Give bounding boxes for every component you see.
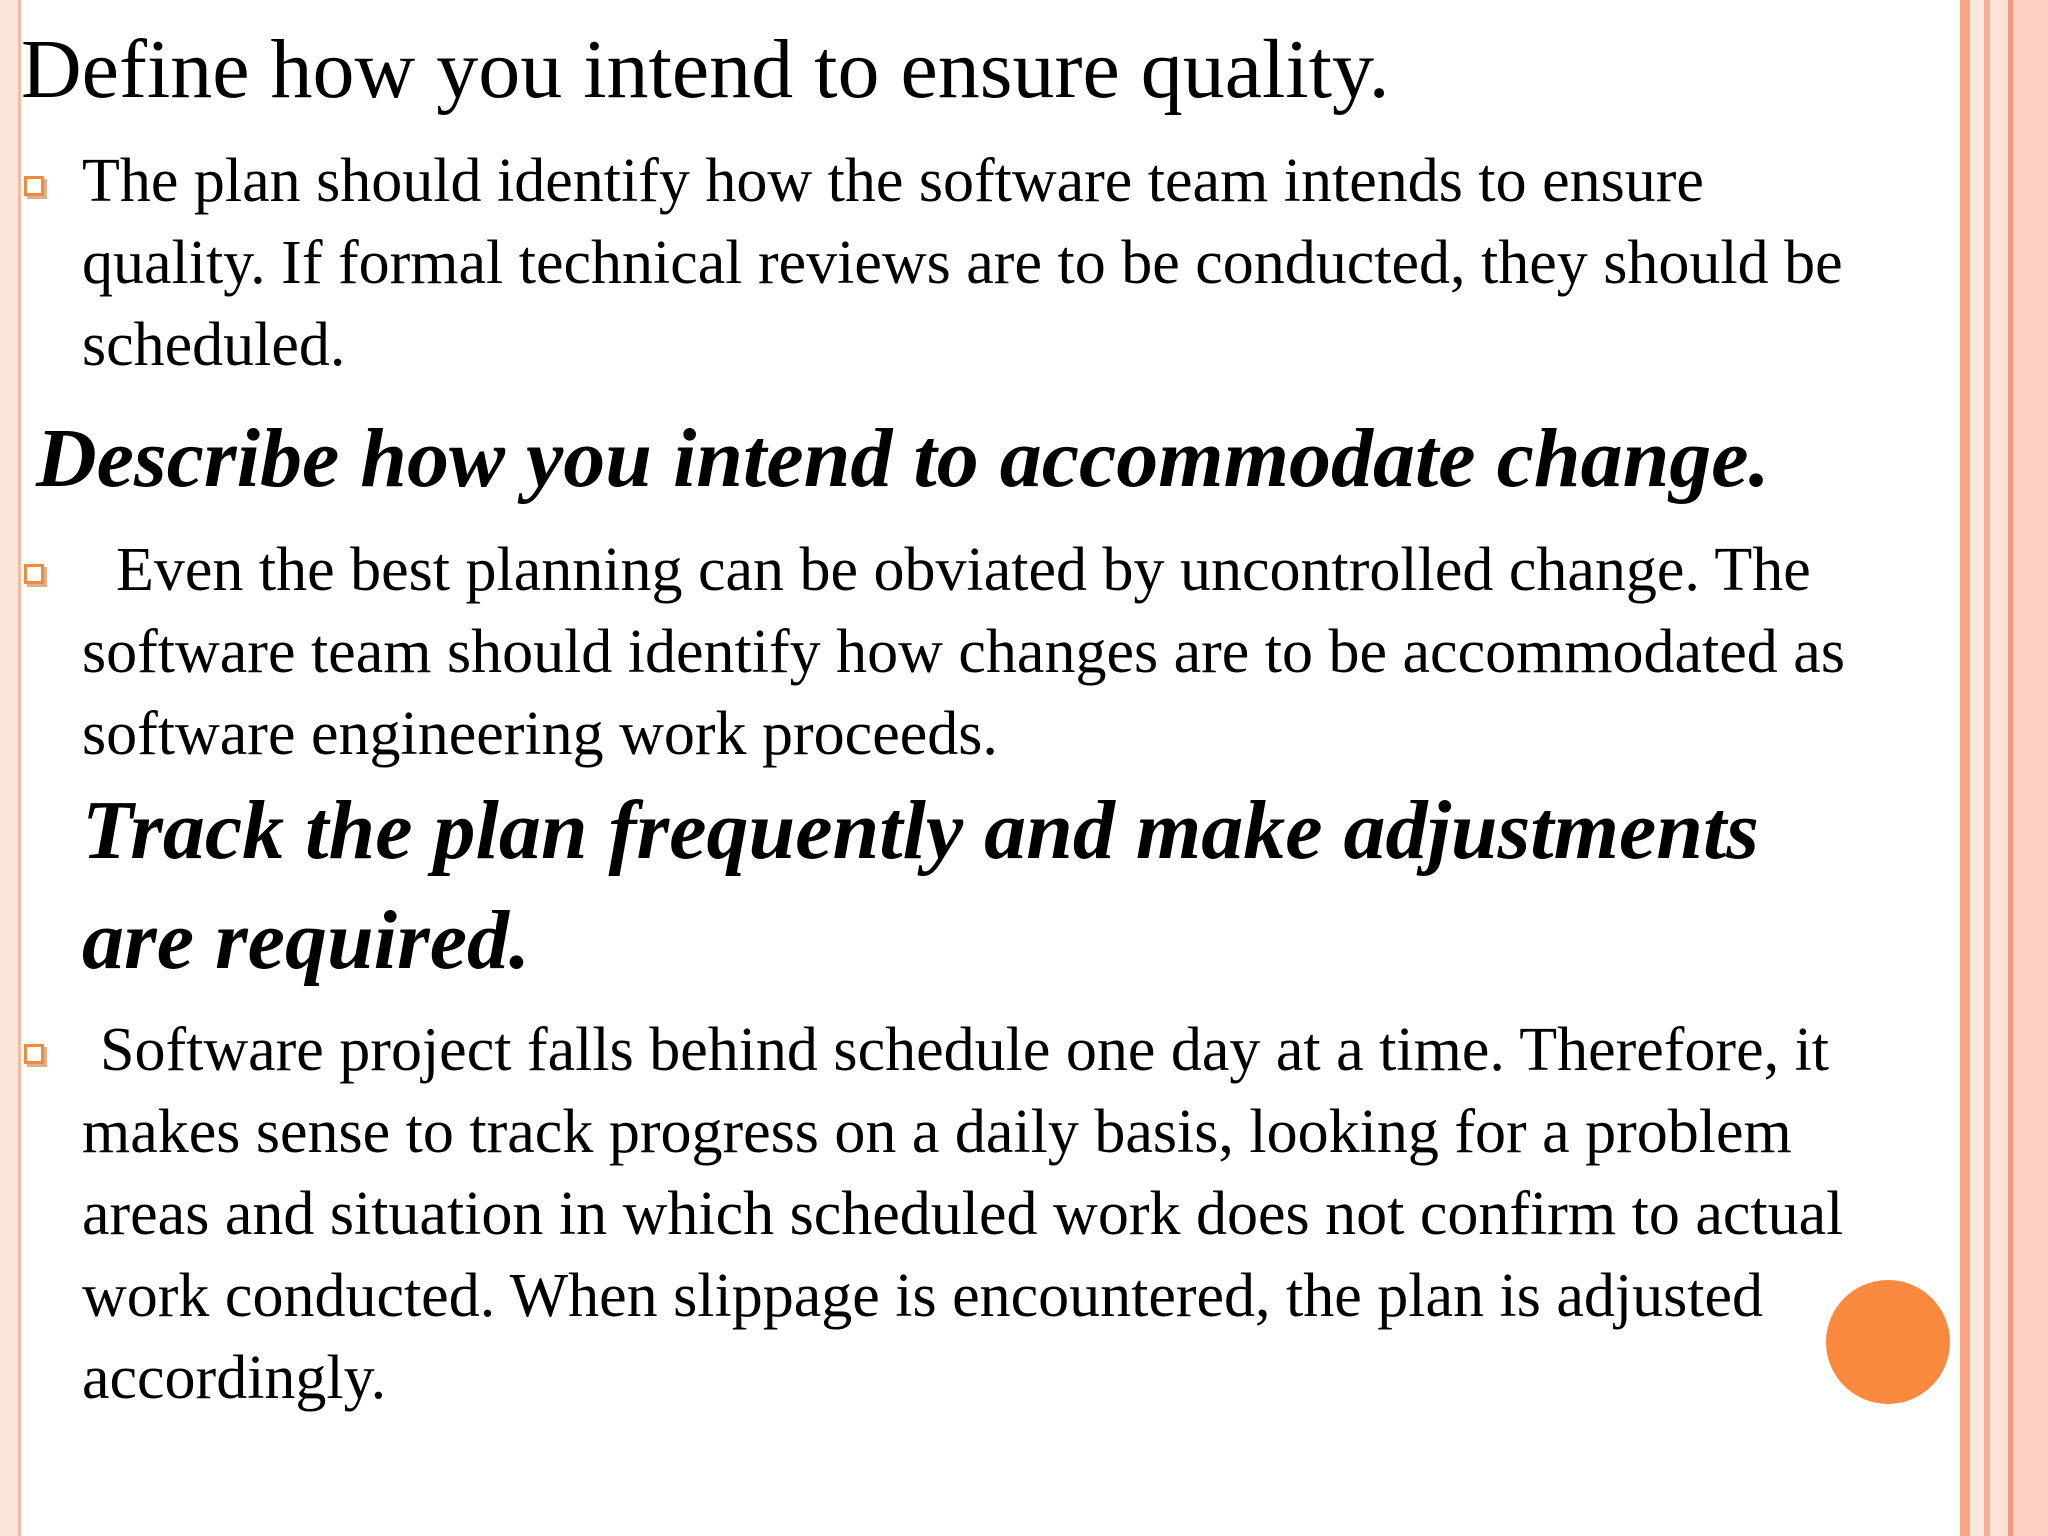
bullet-text-track xyxy=(82,1009,1843,1419)
right-band-stripe xyxy=(2013,0,2048,1536)
bullet-line: scheduled. xyxy=(82,311,346,379)
left-decorative-stripe xyxy=(0,0,21,1536)
bullet-square-icon xyxy=(24,564,44,584)
heading-line: are required. xyxy=(82,894,530,987)
right-band-stripe xyxy=(1960,0,1970,1536)
bullet-square-icon xyxy=(24,1044,44,1064)
bullet-square-icon xyxy=(24,176,44,196)
bullet-line: accordingly. xyxy=(82,1344,387,1412)
right-band-stripe xyxy=(1970,0,1984,1536)
bullet-line: areas and situation in which scheduled work does not confirm to actual xyxy=(82,1180,1844,1248)
section-heading-change: Describe how you intend to accommodate change. xyxy=(36,412,1770,505)
bullet-line: software engineering work proceeds. xyxy=(82,700,998,768)
bullet-line: The plan should identify how the software team intends to ensure xyxy=(82,147,1704,215)
bullet-text-quality xyxy=(82,140,1843,386)
right-band-stripe xyxy=(1990,0,2008,1536)
bullet-text-change xyxy=(82,529,1845,775)
bullet-line: Even the best planning can be obviated by uncontrolled change. The xyxy=(116,536,1811,604)
bullet-line: work conducted. When slippage is encountered, the plan is adjusted xyxy=(82,1262,1763,1330)
bullet-line: quality. If formal technical reviews are to be conducted, they should be xyxy=(82,229,1843,297)
heading-line: Track the plan frequently and make adjustments xyxy=(82,784,1759,877)
orange-circle-decoration xyxy=(1826,1280,1950,1404)
bullet-line: Software project falls behind schedule one day at a time. Therefore, it xyxy=(100,1016,1830,1084)
section-heading-track xyxy=(82,776,1759,996)
right-decorative-band xyxy=(1960,0,2048,1536)
section-heading-quality: Define how you intend to ensure quality. xyxy=(21,23,1390,116)
bullet-line: makes sense to track progress on a daily basis, looking for a problem xyxy=(82,1098,1792,1166)
bullet-line: software team should identify how changes are to be accommodated as xyxy=(82,618,1845,686)
